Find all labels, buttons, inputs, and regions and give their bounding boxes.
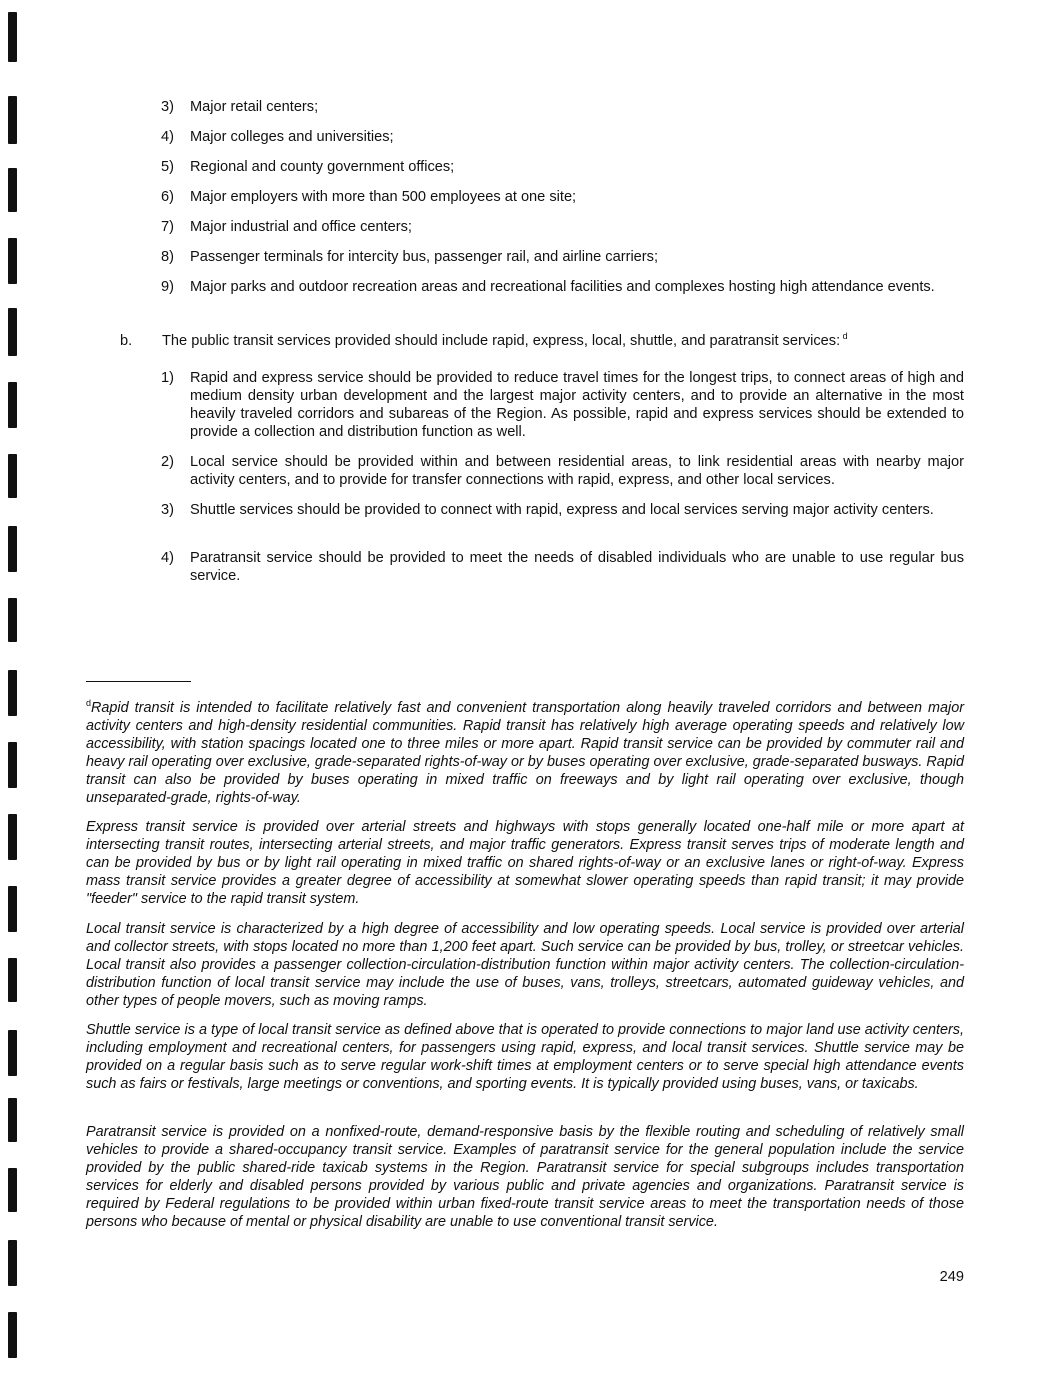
footnote-paragraph-rapid — [86, 699, 964, 807]
list-item-number: 4) — [161, 129, 174, 145]
binding-mark — [8, 526, 17, 572]
list-item-text: Major colleges and universities; — [190, 129, 394, 145]
binding-mark — [8, 1030, 17, 1076]
list-item-text: Regional and county government offices; — [190, 159, 455, 175]
list-item-number: 3) — [161, 99, 174, 115]
footnote-paragraph-express: Express transit service is provided over arterial streets and highways with stops generally located one-half mile or more apart at intersecting transit routes, intersecting arterial streets, and major traffic generators. Express transit serves trips of moderate length and can be provided by bus or by light rail operating in mixed traffic on shared rights-of-way or an exclusive lanes or right-of-way. Express mass transit service provides a greater degree of accessibility at somewhat slower operating speeds than rapid transit; it may provide "feeder" service to the rapid transit system. — [86, 819, 964, 907]
footnote-marker: d — [86, 698, 92, 709]
list-item-number: 4) — [161, 550, 174, 566]
list-item-text: Major retail centers; — [190, 99, 319, 115]
list-item-number: 5) — [161, 159, 174, 175]
list-item-text: Major industrial and office centers; — [190, 219, 412, 235]
binding-mark — [8, 1168, 17, 1212]
item-letter: b. — [120, 333, 133, 349]
binding-mark — [8, 1098, 17, 1142]
list-item-number: 1) — [161, 370, 174, 386]
footnote-paragraph-shuttle: Shuttle service is a type of local transit service as defined above that is operated to provide connections to major land use activity centers, including employment and recreational centers, for passengers using rapid, express, and local transit services. Shuttle service may be provided on a regular basis such as to serve regular work-shift times at employment centers or to serve special high attendance events such as fairs or festivals, large meetings or conventions, and sporting events. It is typically provided using buses, vans, or taxicabs. — [86, 1022, 964, 1092]
item-text — [162, 332, 964, 350]
binding-mark — [8, 238, 17, 284]
page-number: 249 — [939, 1269, 964, 1285]
binding-mark — [8, 742, 17, 788]
list-item-text: Major parks and outdoor recreation areas and recreational facilities and complexes hosting high attendance events. — [190, 279, 935, 295]
item-text-body: The public transit services provided should include rapid, express, local, shuttle, and paratransit services: — [162, 333, 841, 349]
binding-mark — [8, 168, 17, 212]
list-item-text: Local service should be provided within and between residential areas, to link residential areas with nearby major activity centers, and to provide for transfer connections with rapid, express, and other local services. — [190, 454, 964, 488]
list-item-number: 8) — [161, 249, 174, 265]
list-item-text: Major employers with more than 500 employees at one site; — [190, 189, 577, 205]
footnote-text: Rapid transit is intended to facilitate relatively fast and convenient transportation along heavily traveled corridors and between major activity centers and high-density residential communities. Rapid transit has relatively high average operating speeds and relatively low accessibility, with station spacings located one to three miles or more apart. Rapid transit service can be provided by commuter rail and heavy rail operating over exclusive, grade-separated rights-of-way or by buses operating over exclusive, grade-separated busways. Rapid transit can also be provided by buses operating in mixed traffic on freeways and by light rail operating over exclusive, though unseparated-grade, rights-of-way. — [86, 700, 964, 806]
binding-marks — [0, 0, 20, 1379]
list-item-number: 2) — [161, 454, 174, 470]
binding-mark — [8, 814, 17, 860]
binding-mark — [8, 886, 17, 932]
footnote-reference-marker: d — [842, 331, 848, 342]
binding-mark — [8, 958, 17, 1002]
list-item-text: Passenger terminals for intercity bus, passenger rail, and airline carriers; — [190, 249, 659, 265]
list-item-text: Shuttle services should be provided to connect with rapid, express and local services serving major activity centers. — [190, 502, 934, 518]
binding-mark — [8, 1312, 17, 1358]
binding-mark — [8, 96, 17, 144]
binding-mark — [8, 1240, 17, 1286]
binding-mark — [8, 12, 17, 62]
list-item-number: 6) — [161, 189, 174, 205]
binding-mark — [8, 598, 17, 642]
list-item-text: Rapid and express service should be provided to reduce travel times for the longest trips, to connect areas of high and medium density urban development and the largest major activity centers, and to provide an alternative in the most heavily traveled corridors and subareas of the Region. As possible, rapid and express services should be extended to provide a collection and distribution function as well. — [190, 370, 964, 440]
binding-mark — [8, 382, 17, 428]
binding-mark — [8, 670, 17, 716]
binding-mark — [8, 308, 17, 356]
footnote-separator — [86, 681, 191, 682]
footnote-paragraph-paratransit: Paratransit service is provided on a nonfixed-route, demand-responsive basis by the flexible routing and scheduling of relatively small vehicles to provide a shared-occupancy transit service. Examples of paratransit service for the general population include the service provided by the public shared-ride taxicab systems in the Region. Paratransit service for special subgroups includes transportation services for elderly and disabled persons provided by various public and private agencies and organizations. Paratransit service is required by Federal regulations to be provided within urban fixed-route transit service areas to meet the transportation needs of those persons who because of mental or physical disability are unable to use conventional transit service. — [86, 1124, 964, 1230]
list-item-number: 9) — [161, 279, 174, 295]
list-item-number: 7) — [161, 219, 174, 235]
footnote-paragraph-local: Local transit service is characterized by a high degree of accessibility and low operating speeds. Local service is provided over arterial and collector streets, with stops located no more than 1,200 feet apart. Such service can be provided by bus, trolley, or streetcar vehicles. Local transit also provides a passenger collection-circulation-distribution function within major activity centers. The collection-circulation-distribution function of local transit service may include the use of buses, vans, trolleys, streetcars, automated guideway vehicles, and other types of people movers, such as moving ramps. — [86, 921, 964, 1009]
list-item-text: Paratransit service should be provided to meet the needs of disabled individuals who are unable to use regular bus service. — [190, 550, 964, 584]
footnote-reference — [840, 331, 848, 341]
binding-mark — [8, 454, 17, 498]
list-item-number: 3) — [161, 502, 174, 518]
